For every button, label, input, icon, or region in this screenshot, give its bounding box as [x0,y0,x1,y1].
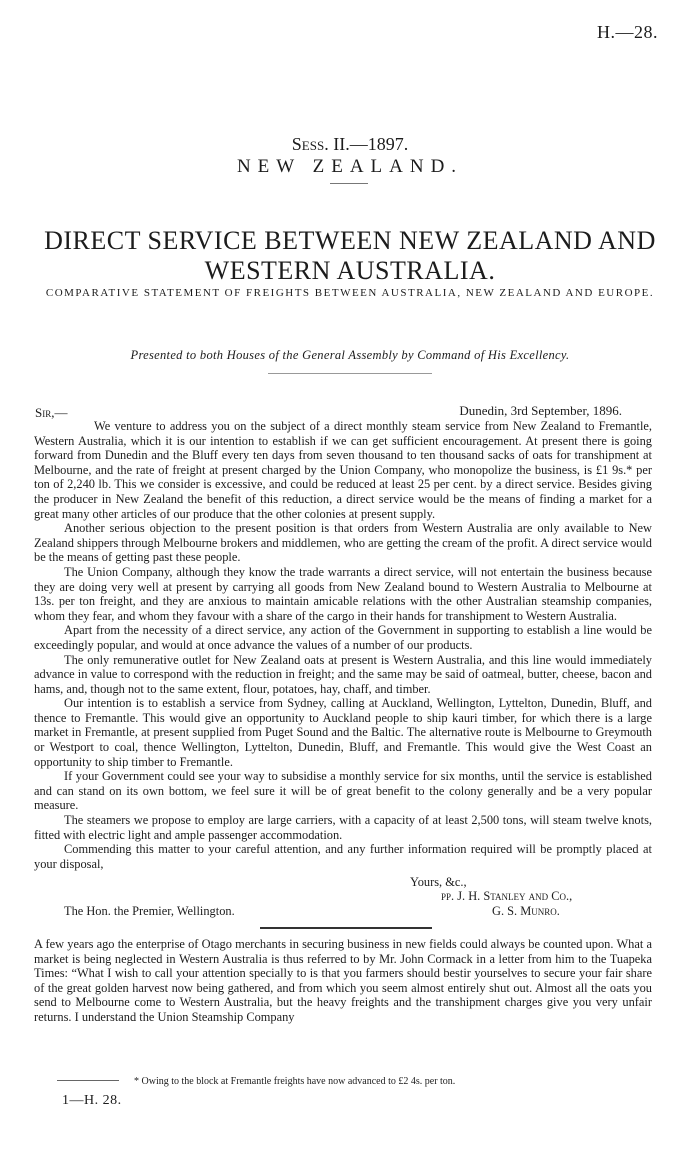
letter-paragraph: The steamers we propose to employ are large carriers, with a capacity of at least 2,500 tons, will steam twelve knots, fitted with electric light and ample passenger accommodation. [34,813,652,842]
letter-paragraph: Another serious objection to the present position is that orders from Western Australia are only available to New Zealand shippers through Melbourne brokers and middlemen, who are getting the cream of the profit. A direct service would be the means of getting past these people. [34,521,652,565]
letter-paragraph: The only remunerative outlet for New Zealand oats at present is Western Australia, and this line would immediately advance in value to correspond with the reduction in freight; and the same may be said of oatmeal, butter, cheese, bacon and hams, and, though not to the same extent, flour, potatoes, hay, chaff, and timber. [34,652,652,696]
footnote: * Owing to the block at Fremantle freights have now advanced to £2 4s. per ton. [134,1076,456,1087]
letter-paragraph: Commending this matter to your careful attention, and any further information required will be promptly placed at your disposal, [34,842,652,871]
section-divider [268,373,432,374]
thick-divider [260,927,432,929]
letter-closing: Yours, &c., [410,875,467,889]
sheet-signature: 1—H. 28. [62,1093,122,1108]
document-subtitle: COMPARATIVE STATEMENT OF FREIGHTS BETWEEN AUSTRALIA, NEW ZEALAND AND EUROPE. [45,287,655,299]
country-heading: NEW ZEALAND. [236,156,464,177]
letter-addressee: The Hon. the Premier, Wellington. [64,904,235,918]
letter-paragraph: Apart from the necessity of a direct service, any action of the Government in supporting to establish a line would be exceedingly popular, and would at once advance the values of a number of our products. [34,623,652,652]
followup-text [34,937,652,1024]
letter-dateline: Dunedin, 3rd September, 1896. [459,403,622,418]
letter-paragraph: If your Government could see your way to subsidise a monthly service for six months, until the service is established and can stand on its own bottom, we feel sure it will be of great benefit to the colony generally and be a very popular measure. [34,769,652,813]
letter-paragraph: The Union Company, although they know the trade warrants a direct service, will not entertain the business because they are doing very well at present by carrying all goods from New Zealand bound to Western Australia to Melbourne at 13s. per ton freight, and they are anxious to maintain amicable relations with the other Australian steamship companies, whom they fear, and whom they favour with a share of the cargo in their hands for transhipment to Western Australia. [34,564,652,623]
letter-signature-name: G. S. Munro. [492,904,560,918]
presented-line: Presented to both Houses of the General Assembly by Command of His Excellency. [130,348,570,362]
letter-signature-company: pp. J. H. Stanley and Co., [441,889,573,903]
short-divider [330,183,368,184]
letter-salutation: Sir,— [35,405,68,420]
session-prefix: Sess. [291,134,329,154]
document-title: DIRECT SERVICE BETWEEN NEW ZEALAND AND WESTERN AUSTRALIA. [44,226,656,285]
letter-paragraph: We venture to address you on the subject of a direct monthly steam service from New Zealand to Fremantle, Western Australia, which it is our intention to establish if we can get sufficient encouragement. At present there is going forward from Dunedin and the Bluff every ten days from seven thousand to ten thousand sacks of oats for transhipment at Melbourne, and the rate of freight at present charged by the Union Company, who monopolize the business, is £1 9s.* per ton of 2,240 lb. This we consider is excessive, and could be reduced at least 25 per cent. by a direct service. Besides giving the producer in New Zealand the benefit of this reduction, a direct service would be the means of finding a market for a great many other articles of our produce that the other colonies at present supply. [34,419,652,521]
footnote-rule [57,1080,119,1081]
session-line [0,134,700,155]
session-number: II.—1897. [333,134,409,154]
letter-paragraph: Our intention is to establish a service from Sydney, calling at Auckland, Wellington, Lyttelton, Dunedin, Bluff, and thence to Fremantle. This would give an opportunity to Auckland people to ship kauri timber, for which there is a large market in Fremantle, at present supplied from Puget Sound and the Baltic. The alternative route is Melbourne to Greymouth or Westport to coal, thence Wellington, Lyttelton, Dunedin, Bluff, and Fremantle. This would give the West Coast an opportunity to ship timber to Fremantle. [34,696,652,769]
letter-body [34,419,652,871]
page-reference: H.—28. [597,22,658,42]
followup-paragraph: A few years ago the enterprise of Otago merchants in securing business in new fields could always be counted upon. What a market is being neglected in Western Australia is thus referred to by Mr. John Cormack in a letter from him to the Tuapeka Times: “What I wish to call your attention specially to is that you farmers should bestir yourselves to secure your fair share of the great golden harvest now being gathered, and from which you seem almost entirely shut out. Almost all the oats you send to Melbourne come to Western Australia, but the heavy freights and the transhipment charges give you very unfair returns. I understand the Union Steamship Company [34,937,652,1024]
